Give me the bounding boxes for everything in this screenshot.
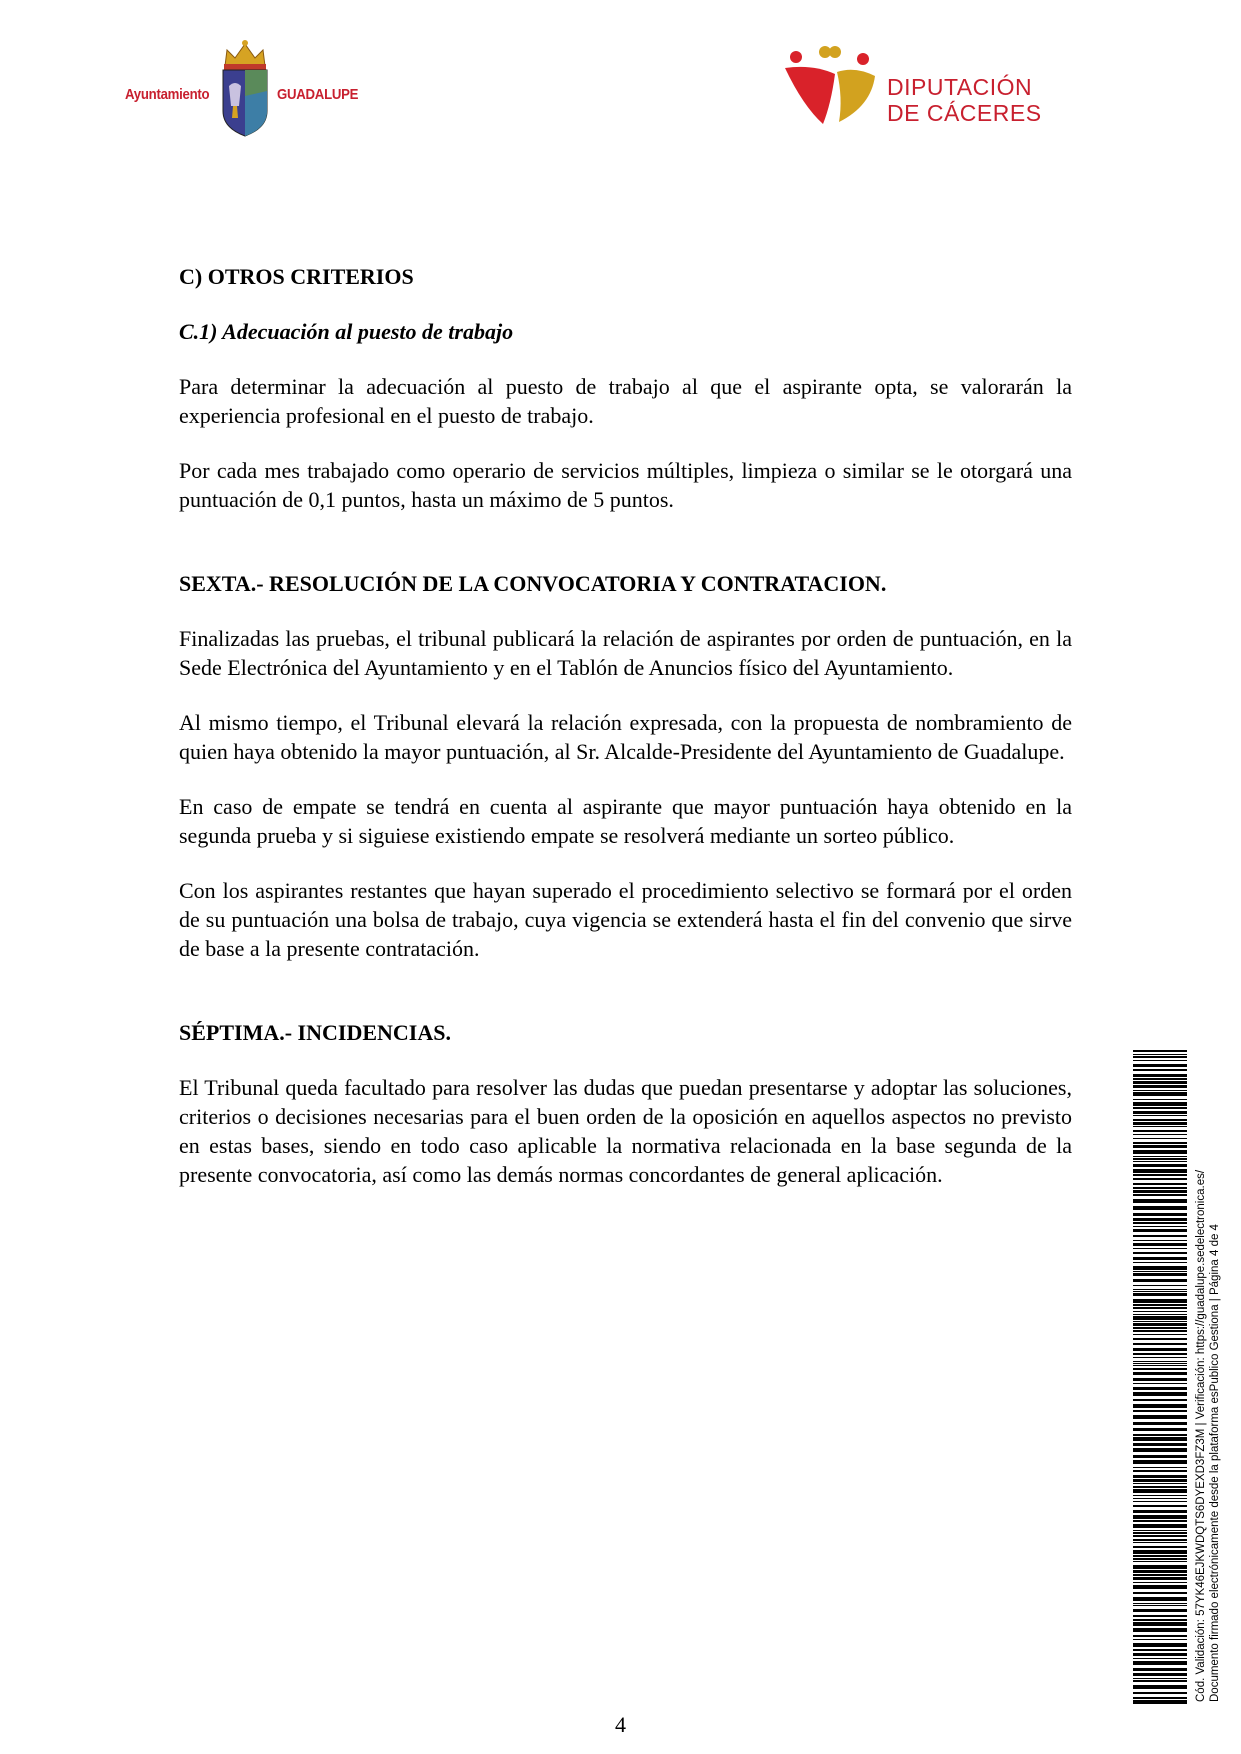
validation-barcode <box>1133 1050 1187 1705</box>
section-c-title: C) OTROS CRITERIOS <box>179 264 414 289</box>
validation-footer <box>1194 982 1234 1702</box>
ayuntamiento-label: Ayuntamiento <box>125 86 210 103</box>
diputacion-symbol-icon <box>785 46 875 126</box>
section-sexta-title: SEXTA.- RESOLUCIÓN DE LA CONVOCATORIA Y CONTRATACION. <box>179 571 887 596</box>
ayuntamiento-logo <box>125 36 359 141</box>
guadalupe-label: GUADALUPE <box>277 86 359 103</box>
diputacion-line2: DE CÁCERES <box>887 100 1042 126</box>
sexta-paragraph-1: Finalizadas las pruebas, el tribunal publicará la relación de aspirantes por orden de puntuación, en la Sede Electrónica del Ayuntamiento y en el Tablón de Anuncios físico del Ayuntamiento. <box>179 626 1072 680</box>
diputacion-logo <box>785 46 1045 136</box>
c1-paragraph-2: Por cada mes trabajado como operario de servicios múltiples, limpieza o similar se le otorgará una puntuación de 0,1 puntos, hasta un máximo de 5 puntos. <box>179 458 1072 512</box>
validation-code-line: Cód. Validación: 57YK46EJKWDQTS6DYEXD3FZ3M | Verificación: https://guadalupe.sedelectronica.es/ <box>1195 1169 1207 1702</box>
subsection-c1-title: C.1) Adecuación al puesto de trabajo <box>179 319 514 344</box>
page-number: 4 <box>615 1712 626 1737</box>
sexta-paragraph-2: Al mismo tiempo, el Tribunal elevará la relación expresada, con la propuesta de nombramiento de quien haya obtenido la mayor puntuación, al Sr. Alcalde-Presidente del Ayuntamiento de Guadalupe. <box>179 710 1072 764</box>
c1-paragraph-1: Para determinar la adecuación al puesto de trabajo al que el aspirante opta, se valorarán la experiencia profesional en el puesto de trabajo. <box>179 374 1072 428</box>
sexta-paragraph-3: En caso de empate se tendrá en cuenta al aspirante que mayor puntuación haya obtenido en la segunda prueba y si siguiese existiendo empate se resolverá mediante un sorteo público. <box>179 794 1072 848</box>
document-body <box>179 262 1072 1189</box>
septima-paragraph-1: El Tribunal queda facultado para resolver las dudas que puedan presentarse y adoptar las soluciones, criterios o decisiones necesarias para el buen orden de la oposición en aquellos aspectos no previsto en estas bases, siendo en todo caso aplicable la normativa relacionada en la base segunda de la presente convocatoria, así como las demás normas concordantes de general aplicación. <box>179 1075 1072 1187</box>
signature-platform-line: Documento firmado electrónicamente desde la plataforma esPublico Gestiona | Página 4 de 4 <box>1209 1224 1221 1702</box>
diputacion-line1: DIPUTACIÓN <box>887 74 1033 100</box>
section-septima-title: SÉPTIMA.- INCIDENCIAS. <box>179 1020 451 1045</box>
coat-of-arms-crest-icon <box>215 36 275 141</box>
sexta-paragraph-4: Con los aspirantes restantes que hayan superado el procedimiento selectivo se formará por el orden de su puntuación una bolsa de trabajo, cuya vigencia se extenderá hasta el fin del convenio que sirve de base a la presente contratación. <box>179 878 1072 961</box>
